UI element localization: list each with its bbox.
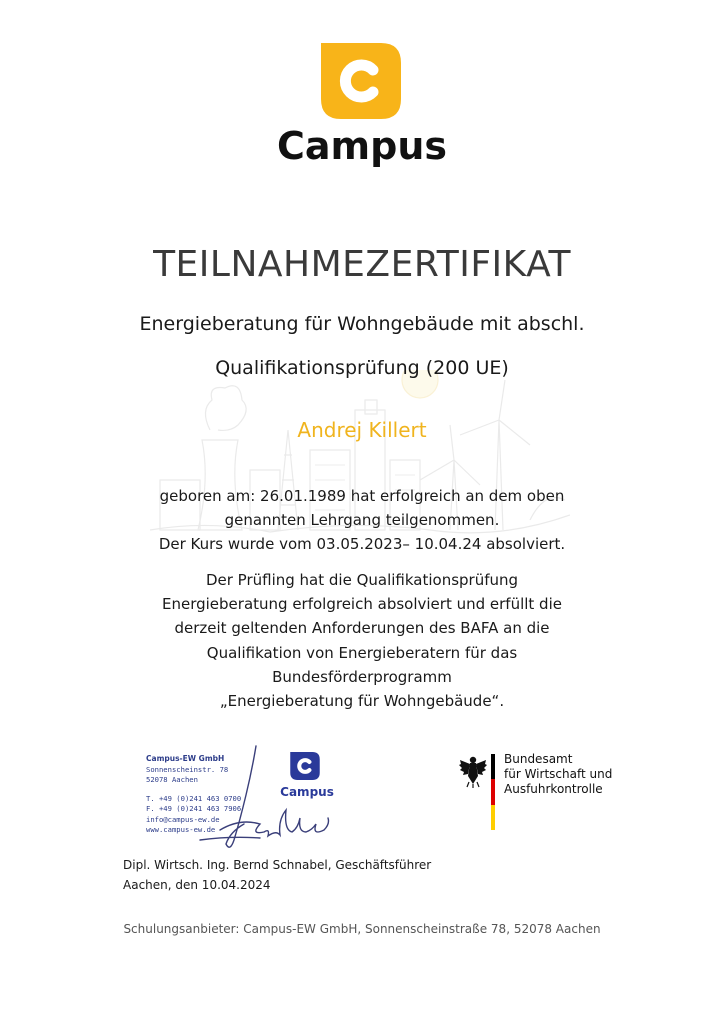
bafa-name-line: für Wirtschaft und bbox=[504, 767, 613, 781]
campus-wordmark: Campus bbox=[277, 124, 447, 168]
statement-line: „Energieberatung für Wohngebäude“. bbox=[219, 692, 505, 711]
stamp-phone: T. +49 (0)241 463 0700 bbox=[146, 793, 242, 803]
course-title-line2: Qualifikationsprüfung (200 UE) bbox=[215, 357, 509, 379]
footer-provider: Schulungsanbieter: Campus-EW GmbH, Sonnenscheinstraße 78, 52078 Aachen bbox=[123, 922, 601, 936]
statement-line: genannten Lehrgang teilgenommen. bbox=[224, 511, 500, 530]
stamp-fax: F. +49 (0)241 463 7906 bbox=[146, 804, 242, 813]
stamp-company: Campus-EW GmbH bbox=[146, 754, 225, 763]
qualification-statement bbox=[0, 568, 724, 713]
place-and-date: Aachen, den 10.04.2024 bbox=[123, 878, 271, 892]
stamp-city: 52078 Aachen bbox=[146, 775, 198, 784]
federal-eagle-icon bbox=[458, 754, 488, 788]
statement-line: Energieberatung erfolgreich absolviert und erfüllt die bbox=[162, 595, 562, 614]
bafa-name bbox=[504, 752, 612, 797]
statement-line: Qualifikation von Energieberatern für das bbox=[206, 643, 518, 662]
bafa-name-line: Bundesamt bbox=[504, 752, 573, 766]
stamp-web: www.campus-ew.de bbox=[146, 825, 216, 834]
signer-name: Dipl. Wirtsch. Ing. Bernd Schnabel, Geschäftsführer bbox=[123, 858, 432, 872]
stamp-logo-word: Campus bbox=[280, 785, 334, 799]
campus-logo-icon bbox=[321, 43, 401, 119]
stamp-email: info@campus-ew.de bbox=[146, 814, 220, 824]
certificate-title: TEILNAHMEZERTIFIKAT bbox=[153, 244, 571, 285]
statement-line: Bundesförderprogramm bbox=[272, 667, 452, 686]
course-title-line1: Energieberatung für Wohngebäude mit abschl. bbox=[139, 313, 585, 335]
stamp-street: Sonnenscheinstr. 78 bbox=[146, 764, 229, 774]
german-flag-stripe bbox=[491, 754, 495, 830]
participation-statement bbox=[0, 484, 724, 557]
bafa-name-line: Ausfuhrkontrolle bbox=[504, 782, 603, 796]
statement-line: Der Prüfling hat die Qualifikationsprüfung bbox=[205, 571, 519, 589]
statement-line: Der Kurs wurde vom 03.05.2023– 10.04.24 absolviert. bbox=[158, 535, 566, 554]
handwritten-signature bbox=[160, 740, 350, 860]
statement-line: geboren am: 26.01.1989 hat erfolgreich an dem oben bbox=[159, 487, 565, 505]
participant-name: Andrej Killert bbox=[297, 418, 427, 442]
statement-line: derzeit geltenden Anforderungen des BAFA an die bbox=[174, 619, 550, 638]
